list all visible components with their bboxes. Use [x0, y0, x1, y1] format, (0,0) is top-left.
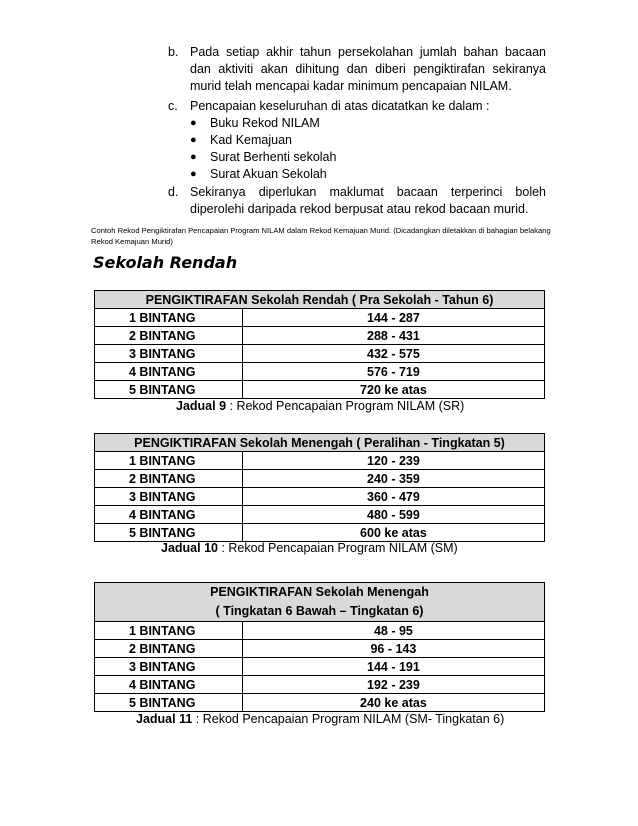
bullet-icon: ● [190, 168, 197, 180]
table-row: 4 BINTANG 576 - 719 [95, 363, 545, 381]
table-row: 1 BINTANG 48 - 95 [95, 622, 545, 640]
bullet-icon: ● [190, 117, 197, 129]
table-sm [94, 433, 545, 542]
item-marker: d. [168, 185, 179, 199]
table-row: 1 BINTANG 120 - 239 [95, 452, 545, 470]
table-row: 3 BINTANG 144 - 191 [95, 658, 545, 676]
table-row: 5 BINTANG 600 ke atas [95, 524, 545, 542]
bullet-item: ● Surat Berhenti sekolah [190, 150, 337, 164]
table-sr [94, 290, 545, 399]
bullet-icon: ● [190, 134, 197, 146]
table-header: PENGIKTIRAFAN Sekolah Rendah ( Pra Sekolah - Tahun 6) [95, 291, 545, 309]
list-item-d [168, 184, 546, 218]
item-marker: b. [168, 45, 179, 59]
bullet-list [190, 115, 546, 183]
list-item-b [168, 44, 546, 95]
table-caption: Jadual 9 : Rekod Pencapaian Program NILAM (SR) [176, 399, 465, 413]
table-header: PENGIKTIRAFAN Sekolah Menengah ( Peralihan - Tingkatan 5) [95, 434, 545, 452]
bullet-item: ● Surat Akuan Sekolah [190, 167, 327, 181]
table-row: 4 BINTANG 192 - 239 [95, 676, 545, 694]
table-row: 5 BINTANG 720 ke atas [95, 381, 545, 399]
table-header: PENGIKTIRAFAN Sekolah Menengah ( Tingkatan 6 Bawah – Tingkatan 6) [95, 583, 545, 622]
table-row: 1 BINTANG 144 - 287 [95, 309, 545, 327]
table-sm-form6 [94, 582, 545, 712]
table-caption: Jadual 10 : Rekod Pencapaian Program NILAM (SM) [161, 541, 458, 555]
section-title: Sekolah Rendah [93, 253, 238, 272]
table-row: 2 BINTANG 288 - 431 [95, 327, 545, 345]
list-item-c [168, 98, 546, 183]
bullet-icon: ● [190, 151, 197, 163]
table-row: 3 BINTANG 360 - 479 [95, 488, 545, 506]
item-text: Pada setiap akhir tahun persekolahan jumlah bahan bacaan dan aktiviti akan dihitung dan diberi pengiktirafan sekiranya murid telah mencapai kadar minimum pencapaian NILAM. [190, 45, 546, 93]
item-text: Sekiranya diperlukan maklumat bacaan terperinci boleh diperolehi daripada rekod berpusat atau rekod bacaan murid. [190, 185, 546, 216]
table-row: 2 BINTANG 96 - 143 [95, 640, 545, 658]
table-row: 5 BINTANG 240 ke atas [95, 694, 545, 712]
bullet-item: ● Buku Rekod NILAM [190, 116, 320, 130]
footnote: Contoh Rekod Pengiktirafan Pencapaian Program NILAM dalam Rekod Kemajuan Murid. (Dicadangkan diletakkan di bahagian belakang Rekod Kemajuan Murid) [91, 226, 551, 246]
table-row: 3 BINTANG 432 - 575 [95, 345, 545, 363]
table-row: 4 BINTANG 480 - 599 [95, 506, 545, 524]
bullet-item: ● Kad Kemajuan [190, 133, 293, 147]
table-row: 2 BINTANG 240 - 359 [95, 470, 545, 488]
item-marker: c. [168, 99, 178, 113]
item-text: Pencapaian keseluruhan di atas dicatatkan ke dalam : [190, 99, 490, 113]
table-caption: Jadual 11 : Rekod Pencapaian Program NILAM (SM- Tingkatan 6) [136, 712, 505, 726]
